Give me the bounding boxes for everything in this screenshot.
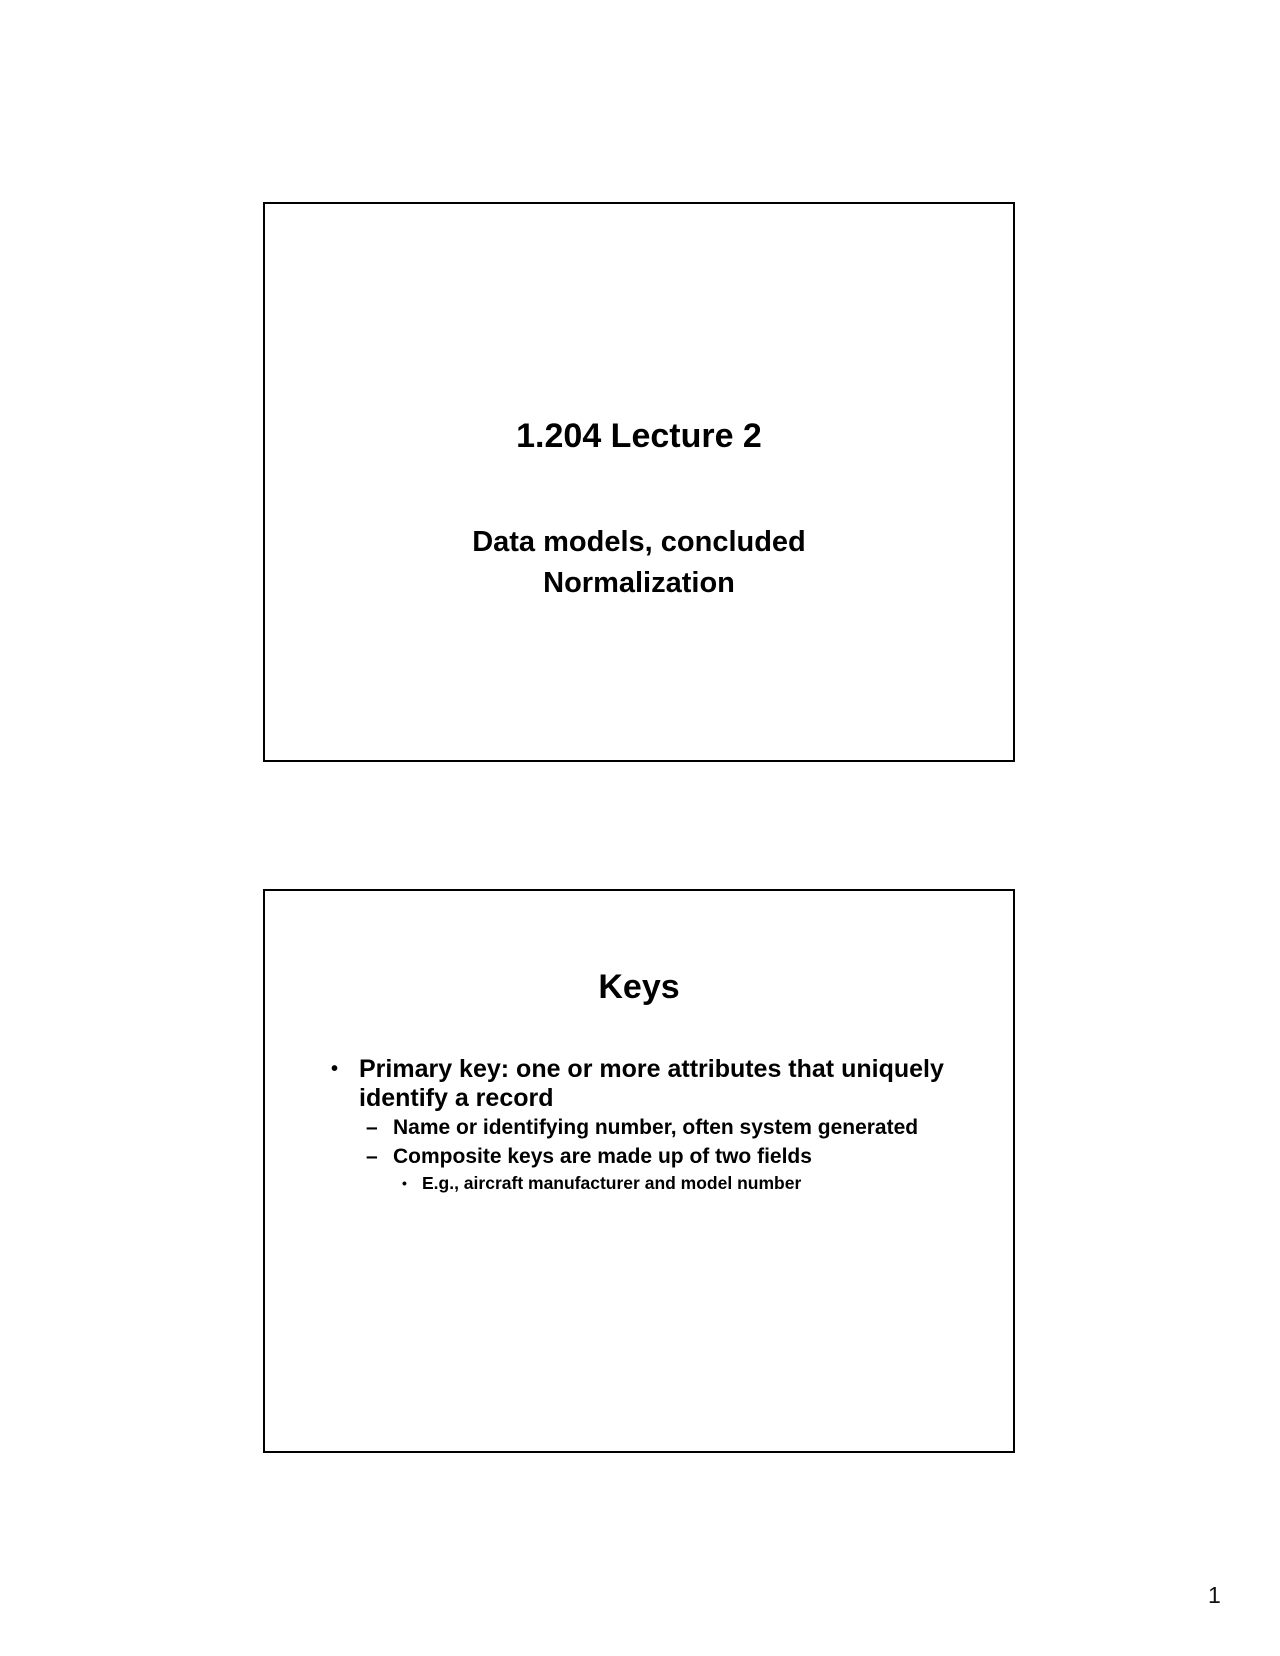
bullet-text: Name or identifying number, often system generated (393, 1116, 919, 1139)
bullet-icon: • (402, 1175, 407, 1191)
slide-title-page (263, 202, 1015, 762)
slide-keys (263, 889, 1015, 1453)
bullet-text: E.g., aircraft manufacturer and model number (422, 1173, 802, 1193)
subtitle-line-2: Normalization (543, 567, 735, 599)
list-item (265, 1144, 1013, 1170)
page-number: 1 (1208, 1582, 1221, 1608)
lecture-title: 1.204 Lecture 2 (516, 417, 762, 455)
bullet-list (265, 1055, 1013, 1194)
list-item (265, 1055, 1013, 1113)
bullet-text: Composite keys are made up of two fields (393, 1145, 812, 1168)
dash-icon: – (366, 1145, 378, 1168)
dash-icon: – (366, 1116, 378, 1139)
list-item (265, 1115, 1013, 1141)
bullet-text: Primary key: one or more attributes that uniquely identify a record (359, 1055, 944, 1112)
slide-title: Keys (598, 968, 680, 1006)
list-item (265, 1172, 1013, 1194)
bullet-icon: • (331, 1058, 339, 1080)
subtitle-line-1: Data models, concluded (472, 526, 806, 558)
lecture-subtitle (265, 522, 1013, 604)
